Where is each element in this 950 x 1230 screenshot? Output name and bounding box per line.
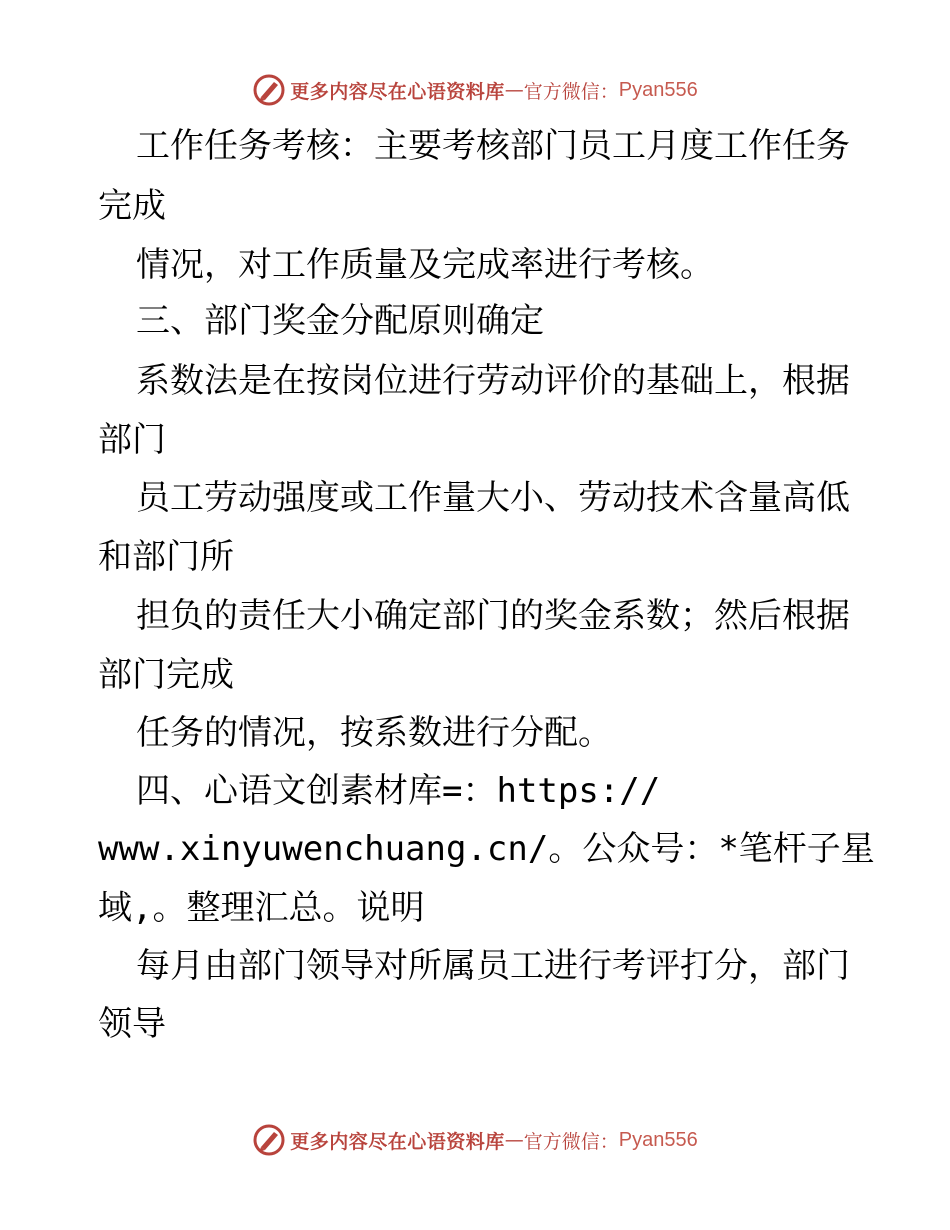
text-line: 情况，对工作质量及完成率进行考核。 (136, 245, 714, 285)
pen-logo-icon (252, 73, 286, 107)
text-line: 三、部门奖金分配原则确定 (136, 301, 544, 341)
text-line: 部门完成 (98, 655, 234, 695)
footer-banner (0, 1120, 950, 1160)
banner-wechat-label: 官方微信： (523, 80, 619, 103)
text-line: 完成 (98, 186, 166, 226)
text-line: 每月由部门领导对所属员工进行考评打分，部门 (136, 946, 850, 986)
text-line: 领导 (98, 1004, 166, 1044)
banner-wechat-id: Pyan556 (618, 1128, 698, 1151)
pen-logo-icon (252, 1123, 286, 1157)
text-line: 员工劳动强度或工作量大小、劳动技术含量高低 (136, 478, 850, 518)
text-line: www.xinyuwenchuang.cn/。公众号：*笔杆子星 (98, 829, 875, 869)
banner-text: 更多内容尽在心语资料库 (290, 1130, 505, 1153)
banner-text: 更多内容尽在心语资料库 (290, 80, 505, 103)
text-line: 工作任务考核：主要考核部门员工月度工作任务 (136, 126, 850, 166)
text-line: 担负的责任大小确定部门的奖金系数；然后根据 (136, 596, 850, 636)
text-line: 域,。整理汇总。说明 (98, 888, 425, 928)
text-line: 和部门所 (98, 537, 234, 577)
banner-wechat-label: 官方微信： (523, 1130, 619, 1153)
banner-wechat-id: Pyan556 (618, 78, 698, 101)
banner-dash: — (504, 79, 524, 101)
text-line: 四、心语文创素材库=：https:// (136, 771, 661, 811)
text-line: 任务的情况，按系数进行分配。 (136, 713, 612, 753)
banner-dash: — (504, 1129, 524, 1151)
text-line: 系数法是在按岗位进行劳动评价的基础上，根据 (136, 361, 850, 401)
text-line: 部门 (98, 420, 166, 460)
header-banner (0, 70, 950, 110)
